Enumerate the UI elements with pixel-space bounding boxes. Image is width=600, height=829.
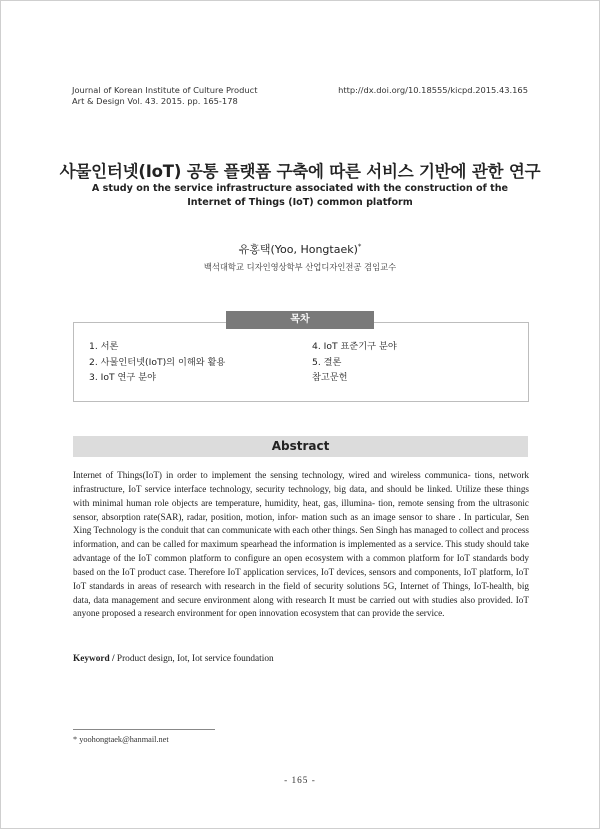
journal-volume: Art & Design Vol. 43. 2015. pp. 165-178 — [72, 96, 238, 106]
toc-left-column — [89, 339, 225, 386]
keyword-text: Product design, Iot, Iot service foundation — [114, 654, 274, 664]
author-affiliation: 백석대학교 디자인영상학부 산업디자인전공 겸임교수 — [203, 262, 397, 272]
journal-header — [72, 85, 257, 107]
keywords — [73, 654, 274, 664]
footnote-divider — [73, 729, 215, 730]
english-title-line-1: A study on the service infrastructure associated with the construction of the — [91, 183, 509, 194]
english-title-line-2: Internet of Things (IoT) common platform — [187, 197, 413, 208]
page-number: - 165 - — [284, 776, 316, 786]
toc-item: 2. 사물인터넷(IoT)의 이해와 활용 — [89, 356, 226, 368]
toc-item: 참고문헌 — [312, 372, 348, 383]
toc-right-column — [312, 339, 397, 386]
abstract-body: Internet of Things(IoT) in order to implement the sensing technology, wired and wireless communica- tions, network infrastructure, IoT service interface technology, security technology, big data, and should be linked. Utilize these things with minimal human role objects are temperature, humidity, heat, gas, illumina- tion, remote sensing from the ultrasonic sensor, absorption rate(SAR), radar, position, motion, infor- mation such as an image sensor to share . In particular, Sen Xing Technology is the conduit that can communicate with each other things. Sen Singh has managed to collect and process information, and can be called for maximum spearhead the information is implemented as a service. This study should take advantage of the IoT common platform to configure an open ecosystem with a common platform for IoT standards body based on the IoT product case. Therefore IoT application services, IoT devices, sensors and components, IoT platform, IoT IoT standards in areas of research with research in the field of security solutions 5G, Internet of Things, IoT-health, big data, data management and secure environment along with research It must be carried out with studies also provided. IoT anyone proposed a research environment for open innovation ecosystem that can provide the service. — [73, 470, 529, 619]
toc-heading: 목차 — [226, 311, 374, 329]
author-name — [0, 241, 600, 257]
toc-item: 4. IoT 표준기구 분야 — [312, 341, 397, 352]
author-name-text: 유홍택(Yoo, Hongtaek) — [238, 243, 358, 256]
author-email-footnote: * yoohongtaek@hanmail.net — [73, 735, 169, 744]
journal-name: Journal of Korean Institute of Culture Product — [72, 85, 258, 95]
abstract-heading: Abstract — [73, 436, 528, 457]
toc-item: 5. 결론 — [312, 356, 342, 368]
toc-item: 1. 서론 — [89, 341, 119, 352]
keyword-label: Keyword / — [73, 654, 115, 664]
paper-title-korean: 사물인터넷(IoT) 공통 플랫폼 구축에 따른 서비스 기반에 관한 연구 — [59, 162, 541, 181]
paper-title-english — [90, 182, 510, 210]
toc-item: 3. IoT 연구 분야 — [89, 372, 156, 383]
doi-link[interactable]: http://dx.doi.org/10.18555/kicpd.2015.43.165 — [338, 85, 528, 95]
author-footnote-mark: * — [357, 242, 362, 251]
